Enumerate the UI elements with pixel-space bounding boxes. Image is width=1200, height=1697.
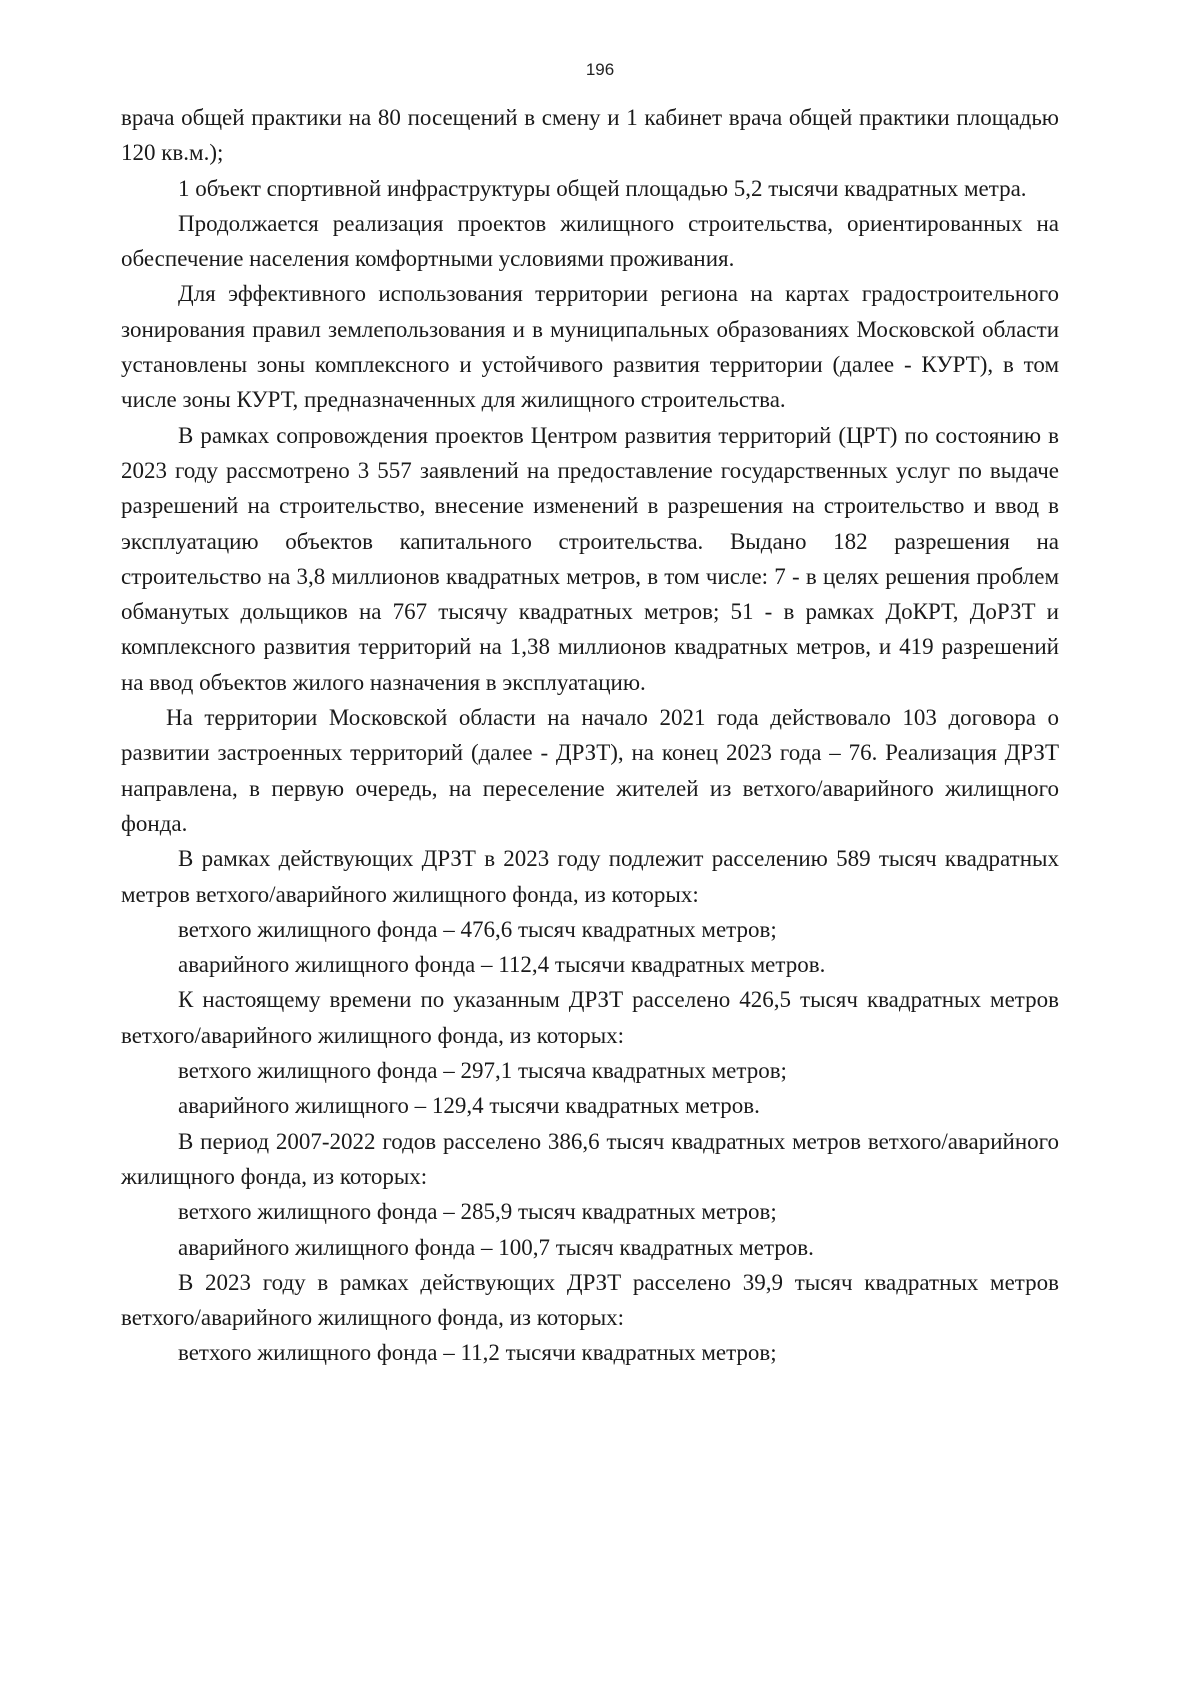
paragraph-drzt-contracts: На территории Московской области на начало 2021 года действовало 103 договора о развитии застроенных территорий (далее - ДРЗТ), на конец 2023 года – 76. Реализация ДРЗТ направлена, в первую очередь, на переселение жителей из ветхого/аварийного жилищного фонда. bbox=[121, 705, 1059, 836]
list-item: аварийного жилищного фонда – 100,7 тысяч квадратных метров. bbox=[178, 1234, 814, 1260]
paragraph-drzt-resettlement-2023: В рамках действующих ДРЗТ в 2023 году подлежит расселению 589 тысяч квадратных метров ветхого/аварийного жилищного фонда, из которых: bbox=[121, 846, 1059, 907]
paragraph-housing-projects: Продолжается реализация проектов жилищного строительства, ориентированных на обеспечение населения комфортными условиями проживания. bbox=[121, 210, 1059, 272]
list-item: ветхого жилищного фонда – 285,9 тысяч квадратных метров; bbox=[178, 1199, 777, 1225]
list-item: аварийного жилищного фонда – 112,4 тысячи квадратных метров. bbox=[178, 952, 826, 978]
paragraph-crt-permits: В рамках сопровождения проектов Центром развития территорий (ЦРТ) по состоянию в 2023 году рассмотрено 3 557 заявлений на предоставление государственных услуг по выдаче разрешений на строительство, внесение изменений в разрешения на строительство и ввод в эксплуатацию объектов капитального строительства. Выдано 182 разрешения на строительство на 3,8 миллионов квадратных метров, в том числе: 7 - в целях решения проблем обманутых дольщиков на 767 тысячу квадратных метров; 51 - в рамках ДоКРТ, ДоРЗТ и комплексного развития территорий на 1,38 миллионов квадратных метров, и 419 разрешений на ввод объектов жилого назначения в эксплуатацию. bbox=[121, 422, 1059, 695]
paragraph-resettled-to-date: К настоящему времени по указанным ДРЗТ расселено 426,5 тысяч квадратных метров ветхого/аварийного жилищного фонда, из которых: bbox=[121, 987, 1059, 1048]
paragraph-resettled-2007-2022: В период 2007-2022 годов расселено 386,6 тысяч квадратных метров ветхого/аварийного жилищного фонда, из которых: bbox=[121, 1128, 1059, 1189]
document-body bbox=[121, 100, 1059, 1371]
paragraph-resettled-2023: В 2023 году в рамках действующих ДРЗТ расселено 39,9 тысяч квадратных метров ветхого/аварийного жилищного фонда, из которых: bbox=[121, 1269, 1059, 1331]
paragraph-kurt-zones: Для эффективного использования территории региона на картах градостроительного зонирования правил землепользования и в муниципальных образованиях Московской области установлены зоны комплексного и устойчивого развития территории (далее - КУРТ), в том числе зоны КУРТ, предназначенных для жилищного строительства. bbox=[121, 281, 1059, 413]
page-number: 196 bbox=[585, 60, 615, 79]
list-item: ветхого жилищного фонда – 476,6 тысяч квадратных метров; bbox=[178, 916, 777, 942]
list-item: аварийного жилищного – 129,4 тысячи квадратных метров. bbox=[178, 1093, 760, 1119]
list-item: ветхого жилищного фонда – 11,2 тысячи квадратных метров; bbox=[178, 1340, 777, 1366]
paragraph-continuation: врача общей практики на 80 посещений в смену и 1 кабинет врача общей практики площадью 120 кв.м.); bbox=[121, 105, 1059, 166]
paragraph-sports-infrastructure: 1 объект спортивной инфраструктуры общей площадью 5,2 тысячи квадратных метра. bbox=[178, 175, 1027, 201]
list-item: ветхого жилищного фонда – 297,1 тысяча квадратных метров; bbox=[178, 1058, 787, 1084]
